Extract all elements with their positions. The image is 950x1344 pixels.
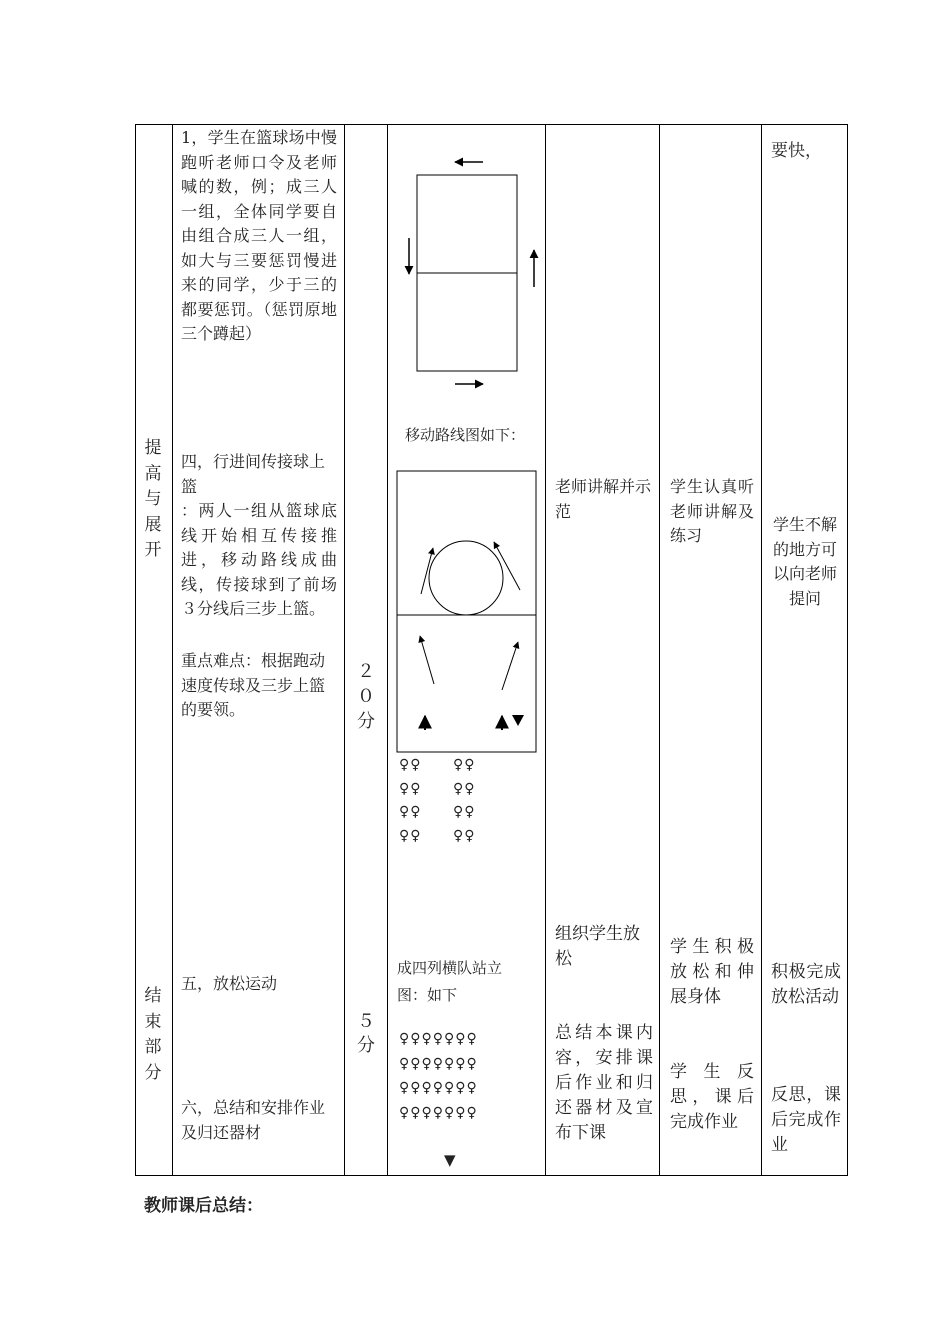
player-pair: ♀♀ xyxy=(399,757,422,773)
student-reflect-text: 学生反思，课后完成作业 xyxy=(670,1062,754,1132)
passing-route-diagram xyxy=(396,470,541,755)
player-pair: ♀♀ xyxy=(453,757,476,773)
route-arrow-lower-right-icon xyxy=(502,642,518,690)
time-raise-digit-1: ２ xyxy=(357,661,375,682)
route-arrow-upper-left-icon xyxy=(421,548,433,594)
requirement-reflect-text: 反思，课后完成作业 xyxy=(771,1085,841,1155)
player-pair: ♀♀ xyxy=(453,827,476,844)
player-pair: ♀♀ xyxy=(453,804,476,820)
drill-4-body: ：两人一组从篮球底线开始相互传接推进，移动路线成曲线，传接球到了前场３分线后三步上篮。 xyxy=(181,501,337,618)
player-pair: ♀♀ xyxy=(399,780,422,797)
teacher-position-icon: ▼ xyxy=(444,1151,456,1169)
court-route-diagram xyxy=(395,150,550,395)
section-label-raise: 提高与展开 xyxy=(144,438,162,560)
player-pair: ♀♀ xyxy=(399,804,422,820)
student-raise-text: 学生认真听老师讲解及练习 xyxy=(670,477,754,545)
drill-6-text: 六，总结和安排作业及归还器材 xyxy=(181,1098,326,1142)
teacher-marker-icon xyxy=(512,715,524,726)
formation-row: ♀♀♀♀♀♀♀ xyxy=(399,1031,478,1047)
student-relax-text: 学生积极放松和伸展身体 xyxy=(670,937,754,1007)
column-divider xyxy=(172,124,173,1176)
player-pair: ♀♀ xyxy=(453,780,476,797)
column-divider xyxy=(659,124,660,1176)
requirement-top-text: 要快， xyxy=(771,141,822,161)
time-raise-unit: 分 xyxy=(357,711,375,732)
column-divider xyxy=(344,124,345,1176)
time-end-unit: 分 xyxy=(357,1035,375,1056)
drill-5-text: 五，放松运动 xyxy=(181,974,278,993)
table-border-left xyxy=(135,124,136,1176)
formation-group xyxy=(399,1027,529,1125)
drill-4-key-points: 重点难点：根据跑动速度传球及三步上篮的要领。 xyxy=(181,651,326,719)
requirement-raise-text: 学生不解的地方可以向老师提问 xyxy=(772,515,837,608)
table-border-top xyxy=(135,124,848,125)
formation-row: ♀♀♀♀♀♀♀ xyxy=(399,1055,478,1072)
time-end-digit: ５ xyxy=(357,1011,375,1032)
formation-row: ♀♀♀♀♀♀♀ xyxy=(399,1080,478,1096)
column-divider xyxy=(387,124,388,1176)
players-left-group xyxy=(399,754,439,848)
time-raise-digit-2: ０ xyxy=(357,686,375,707)
drill-4-title: 四，行进间传接球上篮 xyxy=(181,452,326,496)
section-label-end: 结束部分 xyxy=(144,986,162,1083)
full-court-rect xyxy=(397,471,536,752)
drill-1-text: 1，学生在篮球场中慢跑听老师口令及老师喊的数，例；成三人一组，全体同学要自由组合成三人一组，如大与三要惩罚慢进来的同学，少于三的都要惩罚。（惩罚原地三个蹲起） xyxy=(181,128,337,343)
route-arrow-lower-left-icon xyxy=(420,636,434,684)
players-right-group xyxy=(453,754,493,848)
teacher-summary-text: 总结本课内容，安排课后作业和归还器材及宣布下课 xyxy=(555,1023,653,1143)
formation-caption: 成四列横队站立图：如下 xyxy=(397,959,503,1004)
teacher-summary-label: 教师课后总结： xyxy=(144,1196,263,1216)
route-caption: 移动路线图如下： xyxy=(405,426,526,444)
column-divider xyxy=(761,124,762,1176)
teacher-raise-text: 老师讲解并示范 xyxy=(555,477,652,521)
player-pair: ♀♀ xyxy=(399,827,422,844)
requirement-relax-text: 积极完成放松活动 xyxy=(771,962,841,1007)
formation-row: ♀♀♀♀♀♀♀ xyxy=(399,1104,478,1121)
table-border-right xyxy=(847,124,848,1176)
teacher-relax-text: 组织学生放松 xyxy=(555,924,640,969)
center-circle xyxy=(429,541,503,615)
table-border-bottom xyxy=(135,1175,848,1176)
route-arrow-upper-right-icon xyxy=(494,542,520,590)
